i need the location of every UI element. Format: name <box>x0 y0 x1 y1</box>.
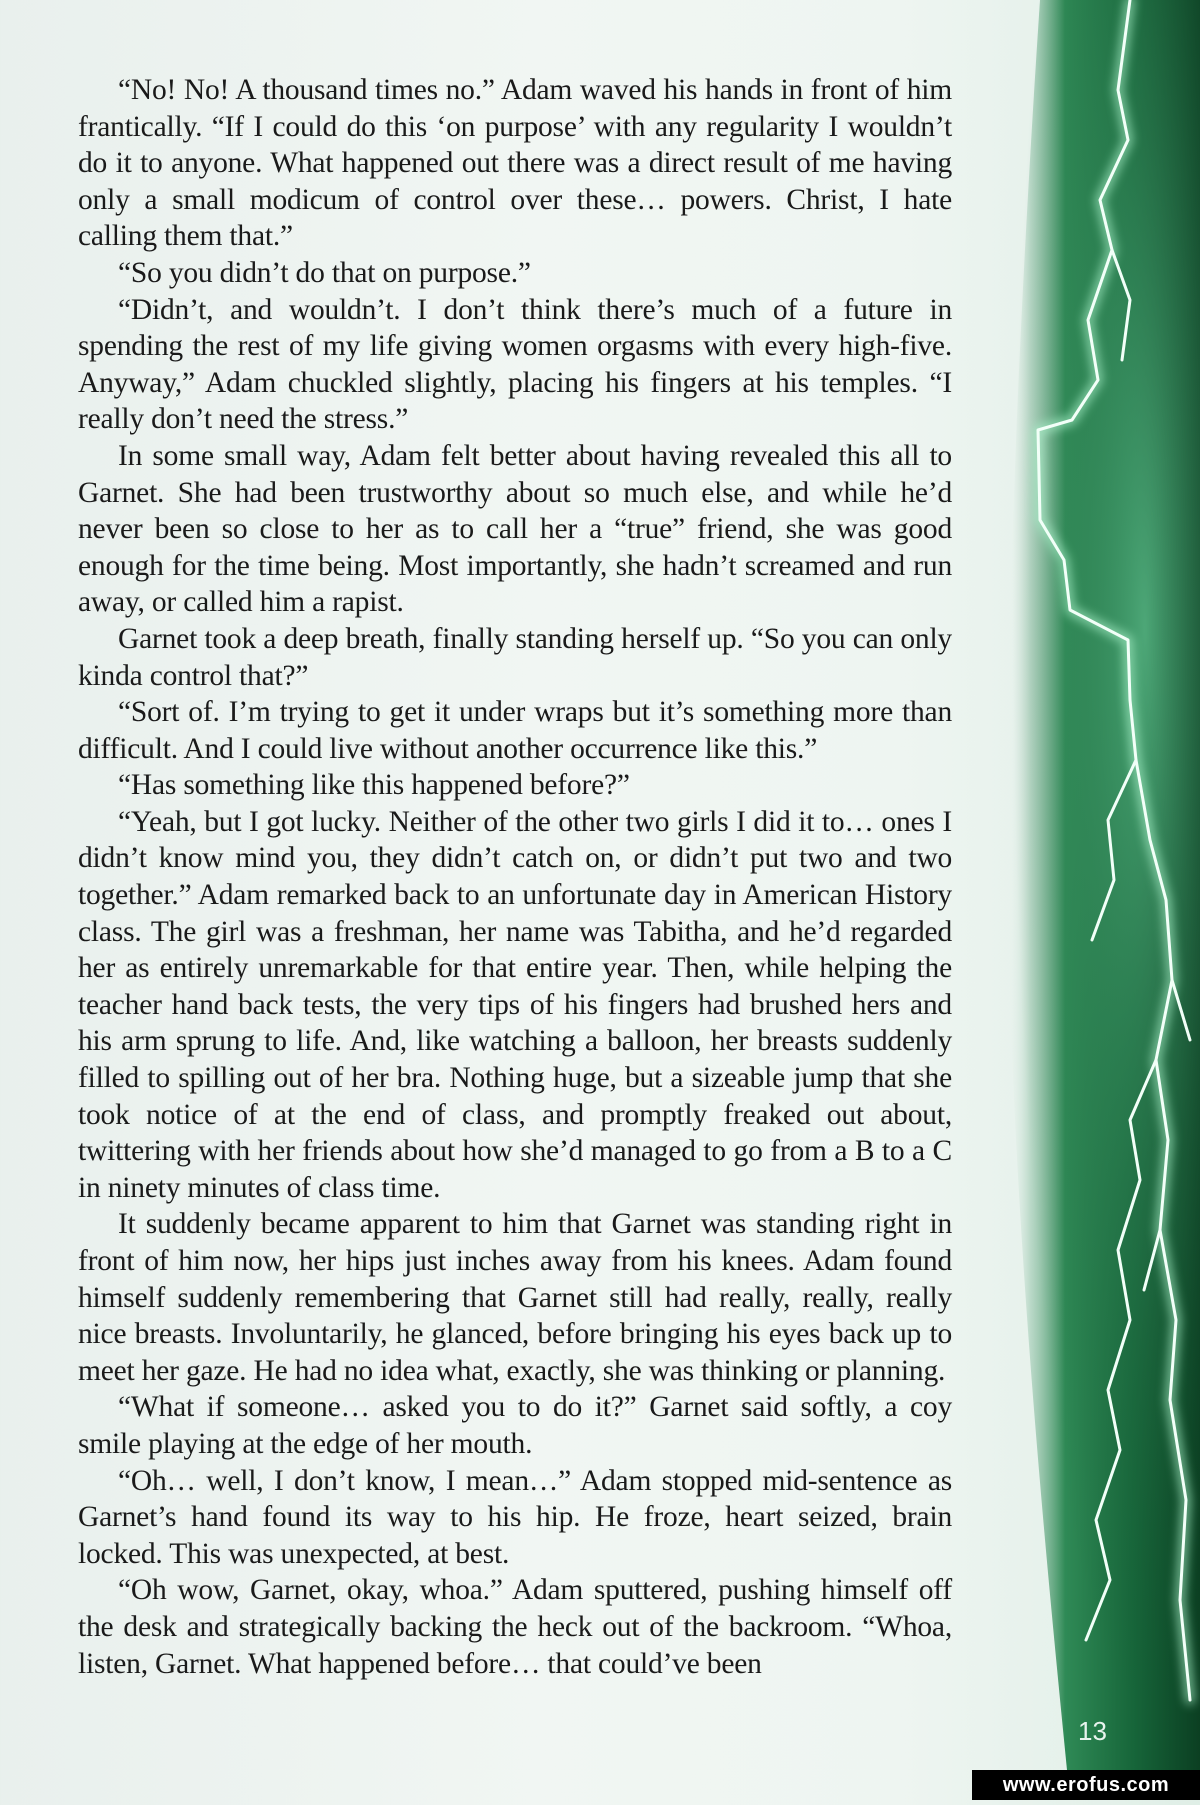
paragraph: Garnet took a deep breath, finally standing herself up. “So you can only kinda control that?” <box>78 622 952 692</box>
paragraph: “Oh… well, I don’t know, I mean…” Adam stopped mid-sentence as Garnet’s hand found its way to his hip. He froze, heart seized, brain locked. This was unexpected, at best. <box>78 1464 952 1570</box>
paragraph: “Yeah, but I got lucky. Neither of the other two girls I did it to… ones I didn’t know mind you, they didn’t catch on, or didn’t put two and two together.” Adam remarked back to an unfortunate day in American History class. The girl was a freshman, her name was Tabitha, and he’d regarded her as entirely unremarkable for that entire year. Then, while helping the teacher hand back tests, the very tips of his fingers had brushed hers and his arm sprung to life. And, like watching a balloon, her breasts suddenly filled to spilling out of her bra. Nothing huge, but a sizeable jump that she took notice of at the end of class, and promptly freaked out about, twittering with her friends about how she’d managed to go from a B to a C in ninety minutes of class time. <box>78 805 952 1204</box>
paragraph: “Oh wow, Garnet, okay, whoa.” Adam sputtered, pushing himself off the desk and strategically backing the heck out of the backroom. “Whoa, listen, Garnet. What happened before… that could’ve been <box>78 1574 952 1680</box>
story-text <box>78 72 952 1682</box>
paragraph: In some small way, Adam felt better about having revealed this all to Garnet. She had been trustworthy about so much else, and while he’d never been so close to her as to call her a “true” friend, she was good enough for the time being. Most importantly, she hadn’t screamed and run away, or called him a rapist. <box>78 439 952 619</box>
paragraph: “Sort of. I’m trying to get it under wraps but it’s something more than difficult. And I could live without another occurrence like this.” <box>78 696 952 765</box>
page-number: 13 <box>1078 1716 1107 1746</box>
paragraph: It suddenly became apparent to him that Garnet was standing right in front of him now, her hips just inches away from his knees. Adam found himself suddenly remembering that Garnet still had really, really, really nice breasts. Involuntarily, he glanced, before bringing his eyes back up to meet her gaze. He had no idea what, exactly, she was thinking or planning. <box>78 1208 952 1387</box>
paragraph: “Has something like this happened before?” <box>118 769 630 802</box>
lightning-bolt-icon <box>980 0 1200 1800</box>
green-lightning-panel <box>980 0 1200 1800</box>
paragraph: “So you didn’t do that on purpose.” <box>118 256 531 289</box>
watermark: www.erofus.com <box>972 1770 1200 1800</box>
paragraph: “What if someone… asked you to do it?” Garnet said softly, a coy smile playing at the edge of her mouth. <box>78 1391 952 1460</box>
paragraph: “No! No! A thousand times no.” Adam waved his hands in front of him frantically. “If I could do this ‘on purpose’ with any regularity I wouldn’t do it to anyone. What happened out there was a direct result of me having only a small modicum of control over these… powers. Christ, I hate calling them that.” <box>78 74 952 253</box>
paragraph: “Didn’t, and wouldn’t. I don’t think there’s much of a future in spending the rest of my life giving women orgasms with every high-five. Anyway,” Adam chuckled slightly, placing his fingers at his temples. “I really don’t need the stress.” <box>78 293 952 436</box>
